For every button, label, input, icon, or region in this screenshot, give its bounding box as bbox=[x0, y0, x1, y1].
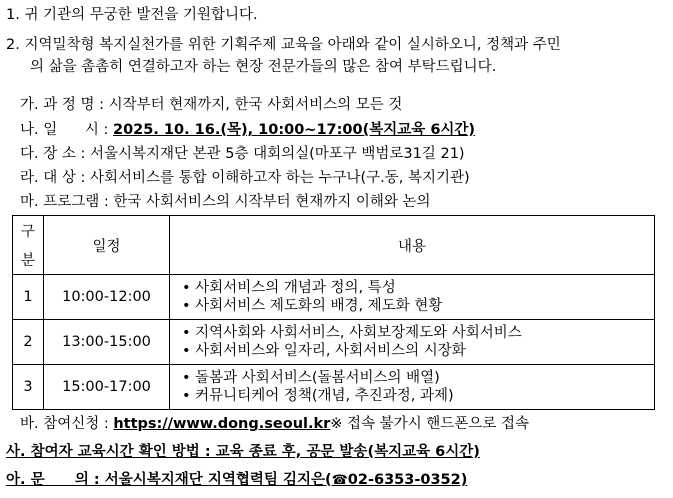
registration-label: 바. 참여신청 : bbox=[20, 416, 114, 432]
row-content bbox=[170, 365, 655, 410]
row-number: 3 bbox=[13, 365, 44, 410]
row-number: 1 bbox=[13, 275, 44, 320]
detail-location: 다. 장 소 : 서울시복지재단 본관 5층 대회의실(마포구 백범로31길 21) bbox=[20, 146, 465, 162]
detail-date-time bbox=[20, 120, 475, 140]
intro-paragraph-1: 1. 귀 기관의 무궁한 발전을 기원합니다. bbox=[6, 7, 258, 23]
list-item: • 사회서비스와 일자리, 사회서비스의 시장화 bbox=[182, 342, 654, 360]
list-item: • 사회서비스 제도화의 배경, 제도화 현황 bbox=[182, 297, 654, 315]
registration-link[interactable]: https://www.dong.seoul.kr bbox=[113, 416, 331, 432]
row-time: 15:00-17:00 bbox=[44, 365, 170, 410]
header-number-line-1: 구 bbox=[20, 224, 35, 240]
list-item: • 돌봄과 사회서비스(돌봄서비스의 배열) bbox=[182, 369, 654, 387]
row-content bbox=[170, 275, 655, 320]
phone-icon: ☎ bbox=[331, 473, 348, 488]
schedule-table bbox=[12, 215, 655, 410]
row-content bbox=[170, 320, 655, 365]
table-row bbox=[13, 365, 655, 410]
verification-text: 사. 참여자 교육시간 확인 방법 : 교육 종료 후, 공문 발송(복지교육 6시간) bbox=[6, 444, 480, 460]
detail-program: 마. 프로그램 : 한국 사회서비스의 시작부터 현재까지 이해와 논의 bbox=[20, 194, 431, 210]
list-item: • 사회서비스의 개념과 정의, 특성 bbox=[182, 279, 654, 297]
detail-course-name: 가. 과 정 명 : 시작부터 현재까지, 한국 사회서비스의 모든 것 bbox=[20, 97, 403, 113]
detail-verification bbox=[6, 442, 480, 462]
header-content: 내용 bbox=[170, 216, 655, 275]
header-number bbox=[13, 216, 44, 275]
contact-phone: 02-6353-0352) bbox=[347, 472, 468, 488]
schedule-header-row bbox=[13, 216, 655, 275]
intro-paragraph-2-line-2: 의 삶을 촘촘히 연결하고자 하는 현장 전문가들의 많은 참여 부탁드립니다. bbox=[30, 59, 497, 75]
row-time: 10:00-12:00 bbox=[44, 275, 170, 320]
list-item: • 지역사회와 사회서비스, 사회보장제도와 사회서비스 bbox=[182, 324, 654, 342]
contact-value: 서울시복지재단 지역협력팀 김지은( bbox=[104, 472, 332, 488]
detail-target: 라. 대 상 : 사회서비스를 통합 이해하고자 하는 누구나(구.동, 복지기관) bbox=[20, 170, 470, 186]
header-number-line-2: 분 bbox=[20, 253, 35, 269]
list-item: • 커뮤니티케어 정책(개념, 추진과정, 과제) bbox=[182, 387, 654, 405]
detail-date-label: 나. 일 시 : bbox=[20, 122, 113, 138]
contact-label: 아. 문 의 : bbox=[6, 472, 105, 488]
detail-registration bbox=[20, 414, 529, 434]
registration-note: ※ 접속 불가시 핸드폰으로 접속 bbox=[330, 416, 529, 432]
intro-paragraph-2-line-1: 2. 지역밀착형 복지실천가를 위한 기획주제 교육을 아래와 같이 실시하오니, 정책과 주민 bbox=[6, 37, 561, 53]
table-row bbox=[13, 275, 655, 320]
detail-date-value: 2025. 10. 16.(목), 10:00~17:00(복지교육 6시간) bbox=[113, 122, 476, 138]
header-time: 일정 bbox=[44, 216, 170, 275]
detail-contact bbox=[6, 470, 467, 491]
row-time: 13:00-15:00 bbox=[44, 320, 170, 365]
row-number: 2 bbox=[13, 320, 44, 365]
table-row bbox=[13, 320, 655, 365]
